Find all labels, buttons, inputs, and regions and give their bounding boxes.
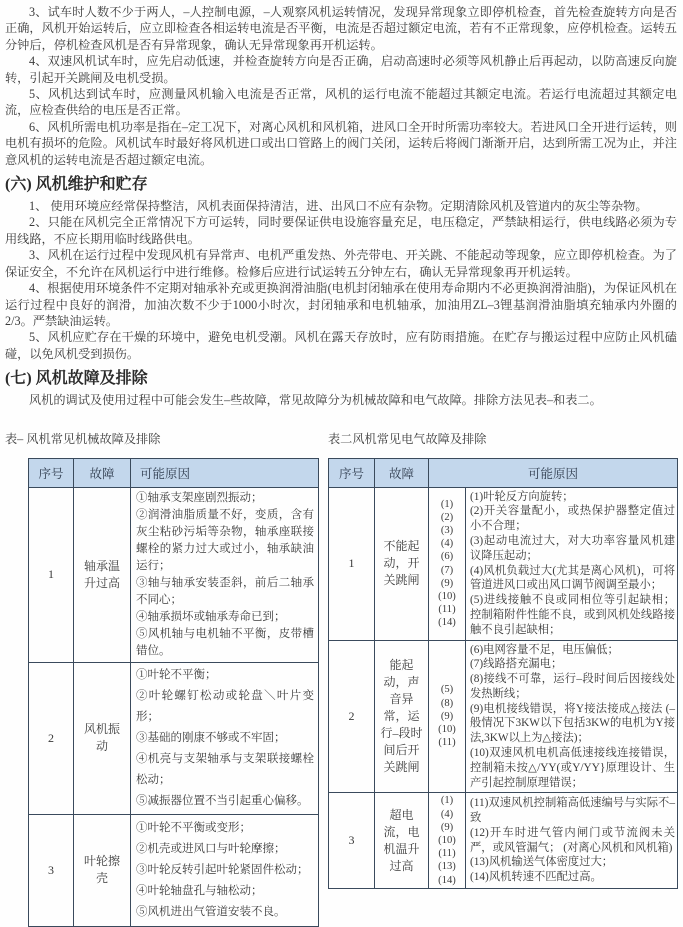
cause-line: (8)接线不可靠，运行–段时间后因接线处发热断线；: [470, 673, 676, 700]
section-title-maintenance: (六) 风机维护和贮存: [5, 176, 148, 194]
cause-line: (3)起动电流过大，对大功率容量风机建议降压起动；: [470, 534, 676, 562]
section-title-troubleshooting: (七) 风机故障及排除: [5, 370, 148, 388]
electrical-table-caption: 表二风机常见电气故障及排除: [328, 431, 487, 446]
cause-line: ⑤风机轴与电机轴不平衡，皮带槽错位。: [136, 627, 314, 657]
ref-number: (13): [438, 861, 456, 873]
cause-line: (2)开关容量配小，或热保护器整定值过小不合理；: [470, 505, 676, 533]
ref-number: (9): [440, 577, 454, 589]
ref-number: (4): [440, 808, 454, 820]
list-item: 2、只能在风机完全正常情况下方可运转，同时要保证供电设施容量充足，电压稳定，严禁缺相运行，供电线路必须为专用线路，不应长期用临时线路供电。: [5, 215, 677, 246]
cause-line: ④轴承损坏或轴承寿命已到；: [136, 610, 286, 623]
cause-line: (10)双速风机电机高低速接线连接错误，控制箱未按△/YY(或Y/YY}原理设计、生产引起控制原理错误；: [470, 747, 676, 789]
cause-line: ③轴与轴承安装歪斜，前后二轴承不同心；: [136, 576, 314, 606]
ref-number: (1): [440, 795, 454, 807]
row-number: 1: [29, 487, 74, 662]
header-row: [329, 458, 678, 487]
cause-list: [131, 814, 319, 926]
ref-number: (10): [438, 835, 456, 847]
list-item: 5、风机应贮存在干燥的环境中，避免电机受潮。风机在露天存放时，应有防雨措施。在贮存与搬运过程中应防止风机磕碰，以免风机受到损伤。: [5, 330, 677, 361]
top-paragraphs: [5, 4, 677, 168]
row-number: 2: [329, 640, 375, 793]
paragraph: 3、试车时人数不少于两人，–人控制电源，–人观察风机运转情况，发现异常现象立即停机检查，首先检查旋转方向是否正确，风机开始运转后，应立即检查各相运转电流是否平衡，电流是否超过额定电流，若有不正常现象，应停机检查。运转五分钟后，停机检查风机是否有异常现象，确认无异常现象再开机运转。: [5, 5, 677, 52]
cause-list: [466, 487, 678, 640]
row-number: 2: [29, 662, 74, 814]
table-row: [29, 487, 319, 662]
ref-number: (4): [440, 538, 454, 550]
row-number: 3: [29, 814, 74, 926]
cause-line: (7)线路搭充漏电；: [470, 658, 563, 671]
table-row: [29, 662, 319, 814]
fault-name: 超电流，电机温升过高: [375, 793, 429, 888]
cause-line: (13)风机输送气体密度过大；: [470, 856, 614, 869]
electrical-fault-table: [328, 458, 678, 889]
row-number: 3: [329, 793, 375, 888]
mechanical-table-caption: 表– 风机常见机械故障及排除: [5, 431, 161, 446]
ref-number: (10): [438, 724, 456, 736]
cause-line: ⑤减振器位置不当引起重心偏移。: [136, 794, 309, 807]
cause-line: ③叶轮反转引起叶轮紧固件松动；: [136, 863, 309, 876]
cause-line: (9)电机接线错误，将Y接法接成△接法 (–般情况下3KW以下包括3KW的电机为Y接法,3KW以上为△接法)；: [470, 702, 676, 745]
cause-list: [131, 487, 319, 662]
paragraph: 5、风机达到试车时，应测量风机输入电流是否正常，风机的运行电流不能超过其额定电流。若运行电流超过其额定电流，应检查供给的电压是否正常。: [5, 87, 677, 118]
maintenance-items: [5, 198, 677, 362]
cause-line: (14)风机转速不匹配过高。: [470, 871, 602, 884]
ref-number: (9): [440, 821, 454, 833]
ref-number: (7): [440, 564, 454, 576]
ref-number: (3): [440, 524, 454, 536]
cause-line: ②润滑油脂质量不好，变质，含有灰尘粘砂污垢等杂物，轴承座联接螺栓的紧力过大或过小，轴承缺油运行；: [136, 508, 314, 572]
fault-name: 轴承温升过高: [74, 487, 131, 662]
col-header-cause: 可能原因: [131, 458, 319, 487]
list-item: 4、根据使用环境条件不定期对轴承补充或更换润滑油脂(电机封闭轴承在使用寿命期内不必更换润滑油脂)，为保证风机在运行过程中良好的润滑，加油次数不少于1000小时次，封闭轴承和电机轴承，加油用ZL–3锂基润滑油脂填充轴承内外圈的2/3。严禁缺油运转。: [5, 281, 677, 328]
cause-line: ⑤风机进出气管道安装不良。: [136, 905, 286, 918]
ref-number: (14): [438, 617, 456, 629]
fault-name: 风机振动: [74, 662, 131, 814]
col-header-no: 序号: [329, 458, 375, 487]
mechanical-table-column: [5, 431, 319, 927]
list-item: 1、 使用环境应经常保持整洁，风机表面保持清洁，进、出风口不应有杂物。定期清除风机及管道内的灰尘等杂物。: [29, 199, 648, 214]
cause-ref-numbers: [429, 793, 466, 888]
table-row: [329, 640, 678, 793]
header-row: [29, 458, 319, 487]
cause-line: (1)叶轮反方向旋转；: [470, 490, 574, 503]
table-row: [329, 487, 678, 640]
table-row: [329, 793, 678, 888]
cause-line: (12)开车时进气管内闸门或节流阀未关严，或风管漏气； (对离心风机和风机箱): [470, 826, 676, 854]
cause-line: ②机壳或进风口与叶轮摩擦；: [136, 842, 286, 855]
ref-number: (6): [440, 551, 454, 563]
table-row: [29, 814, 319, 926]
cause-line: ①叶轮不平衡或变形；: [136, 821, 251, 834]
cause-list: [466, 793, 678, 888]
ref-number: (1): [440, 498, 454, 510]
fault-name: 叶轮擦壳: [74, 814, 131, 926]
cause-line: (6)电网容量不足，电压偏低；: [470, 643, 619, 656]
cause-line: ④叶轮轴盘孔与轴松动；: [136, 884, 263, 897]
cause-list: [131, 662, 319, 814]
cause-list: [466, 640, 678, 793]
cause-line: ①叶轮不平衡；: [136, 668, 217, 681]
ref-number: (9): [440, 710, 454, 722]
cause-ref-numbers: [429, 487, 466, 640]
col-header-fault: 故障: [74, 458, 131, 487]
cause-line: ①轴承支架座剧烈振动；: [136, 491, 263, 504]
cause-line: ②叶轮螺钉松动或轮盘＼叶片变形；: [136, 689, 314, 723]
cause-line: (5)进线接触不良或同相位等引起缺相；控制箱附件性能不良，或到风机处线路接触不良引起缺相；: [470, 594, 676, 636]
row-number: 1: [329, 487, 375, 640]
tables-region: [5, 431, 677, 927]
fault-name: 能起动，声音异常，运行–段时间后开关跳闸: [375, 640, 429, 793]
list-item: 3、风机在运行过程中发现风机有异常声、电机严重发热、外壳带电、开关跳、不能起动等现象，应立即停机检查。为了保证安全，不允许在风机运行中进行维修。检修后应进行试运转五分钟左右，确认无异常现象再开机运转。: [5, 248, 677, 279]
electrical-table-column: [328, 431, 677, 889]
paragraph: 4、双速风机试车时，应先启动低速，并检查旋转方向是否正确，启动高速时必须等风机静止后再起动，以防高速反向旋转，引起开关跳闸及电机受损。: [5, 54, 677, 85]
ref-number: (2): [440, 511, 454, 523]
ref-number: (10): [438, 590, 456, 602]
cause-ref-numbers: [429, 640, 466, 793]
mechanical-fault-table: [28, 458, 319, 927]
paragraph: 6、风机所需电机功率是指在–定工况下，对离心风机和风机箱，进风口全开时所需功率较大。若进风口全开进行运转，则电机有损坏的危险。风机试车时最好将风机进口或出口管路上的阀门关闭，运转后将阀门渐渐开启，达到所需工况为止，并注意风机的运转电流是否超过额定电流。: [5, 119, 677, 167]
ref-number: (11): [438, 604, 456, 616]
col-header-fault: 故障: [375, 458, 429, 487]
ref-number: (11): [438, 848, 456, 860]
col-header-cause: 可能原因: [429, 458, 678, 487]
cause-line: (4)风机负载过大(尤其是离心风机)，可将管道进风口或出风口调节阀调至最小；: [470, 564, 676, 592]
troubleshooting-intro: 风机的调试及使用过程中可能会发生–些故障，常见故障分为机械故障和电气故障。排除方法见表–和表二。: [29, 393, 602, 408]
ref-number: (11): [438, 737, 456, 749]
ref-number: (14): [438, 874, 456, 886]
fault-name: 不能起动，开关跳闸: [375, 487, 429, 640]
ref-number: (5): [440, 684, 454, 696]
col-header-no: 序号: [29, 458, 74, 487]
cause-line: ④机亮与支架轴承与支架联接螺栓松动；: [136, 752, 314, 786]
cause-line: (11)双速风机控制箱高低速编号与实际不–致: [470, 797, 676, 825]
ref-number: (8): [440, 697, 454, 709]
cause-line: ③基础的刚康不够或不牢固；: [136, 731, 286, 744]
